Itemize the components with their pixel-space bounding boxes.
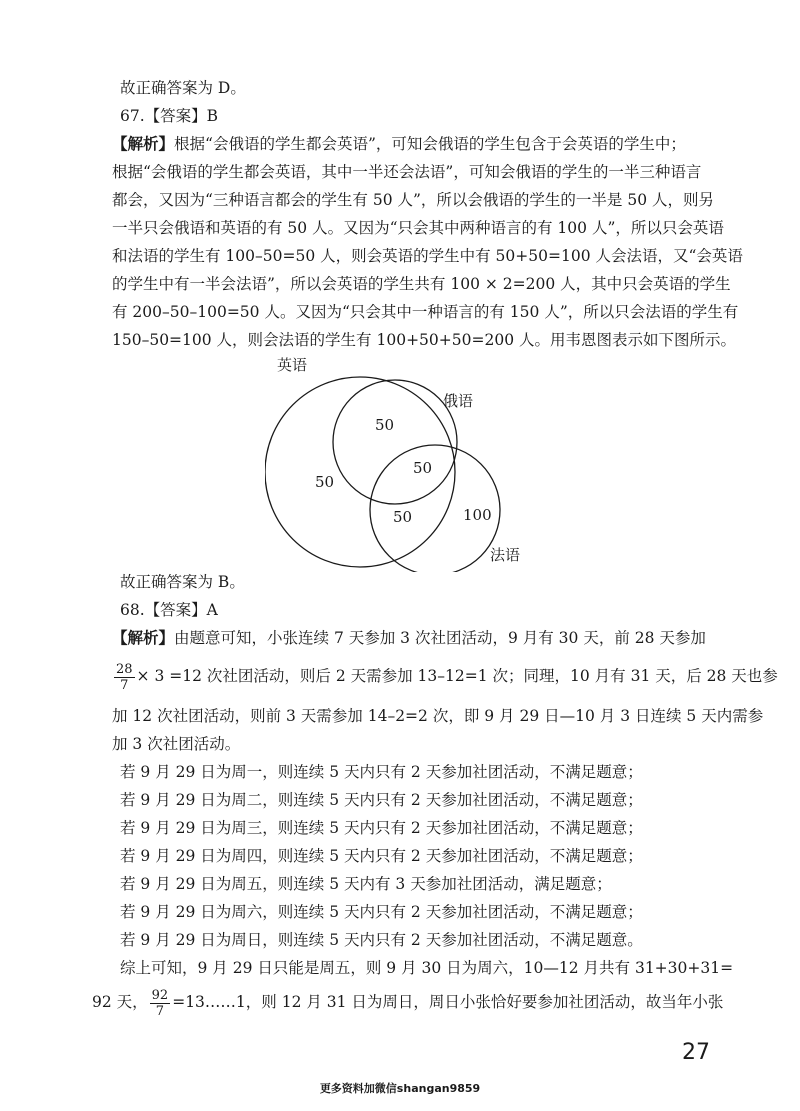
venn-value-english-only: 50 <box>315 473 335 491</box>
text-line: 有 200–50–100=50 人。又因为“只会其中一种语言的有 150 人”，所以只会法语的学生有 <box>112 303 739 321</box>
text-line: 若 9 月 29 日为周五，则连续 5 天内有 3 天参加社团活动，满足题意； <box>120 875 612 893</box>
venn-value-french-only: 100 <box>463 506 492 524</box>
text-span: 根据“会俄语的学生都会英语”，可知会俄语的学生包含于会英语的学生中； <box>174 135 686 153</box>
venn-label-english: 英语 <box>277 356 308 374</box>
text-line: 150–50=100 人，则会法语的学生有 100+50+50=200 人。用韦恩图表示如下图所示。 <box>112 331 736 349</box>
text-line: 若 9 月 29 日为周六，则连续 5 天内只有 2 天参加社团活动，不满足题意； <box>120 903 643 921</box>
venn-value-all-three: 50 <box>413 459 433 477</box>
fraction-numerator: 92 <box>151 987 169 1003</box>
text-line <box>112 134 702 154</box>
text-line: 一半只会俄语和英语的有 50 人。又因为“只会其中两种语言的有 100 人”，所以只会英语 <box>112 219 724 237</box>
venn-label-russian: 俄语 <box>443 392 474 410</box>
footer-note: 更多资料加微信shangan9859 <box>319 1082 481 1095</box>
text-line: 加 12 次社团活动，则前 3 天需参加 14–2=2 次，即 9 月 29 日—10 月 3 日连续 5 天内需参 <box>112 707 764 725</box>
text-line: 若 9 月 29 日为周三，则连续 5 天内只有 2 天参加社团活动，不满足题意； <box>120 819 643 837</box>
text-line <box>92 984 724 1020</box>
text-line <box>112 628 706 648</box>
text-line: 若 9 月 29 日为周日，则连续 5 天内只有 2 天参加社团活动，不满足题意。 <box>120 931 643 949</box>
text-line: 综上可知，9 月 29 日只能是周五，则 9 月 30 日为周六，10—12 月共有 31+30+31= <box>120 959 734 977</box>
analysis-tag: 【解析】 <box>112 134 175 153</box>
text-line: 都会，又因为“三种语言都会的学生有 50 人”，所以会俄语的学生的一半是 50 人，则另 <box>112 191 715 209</box>
text-span: 92 天， <box>92 993 148 1011</box>
text-span: =13……1，则 12 月 31 日为周日，周日小张恰好要参加社团活动，故当年小张 <box>172 993 724 1011</box>
text-span: 由题意可知，小张连续 7 天参加 3 次社团活动，9 月有 30 天，前 28 天参加 <box>174 629 706 647</box>
answer-67-label: 67.【答案】B <box>120 107 219 125</box>
fraction <box>150 988 171 1019</box>
page-number: 27 <box>682 1040 710 1065</box>
venn-value-english-french: 50 <box>393 508 413 526</box>
venn-diagram <box>265 352 545 572</box>
fraction <box>114 662 135 693</box>
text-line <box>112 658 778 694</box>
text-line: 和法语的学生有 100–50=50 人，则会英语的学生中有 50+50=100 人会法语，又“会英语 <box>112 247 743 265</box>
text-line: 故正确答案为 B。 <box>120 573 245 591</box>
text-line: 故正确答案为 D。 <box>120 79 246 97</box>
venn-value-english-russian: 50 <box>375 416 395 434</box>
text-line: 的学生中有一半会法语”，所以会英语的学生共有 100 × 2=200 人，其中只会英语的学生 <box>112 275 731 293</box>
answer-68-label: 68.【答案】A <box>120 601 218 619</box>
text-span: × 3 =12 次社团活动，则后 2 天需参加 13–12=1 次；同理，10 月有 31 天，后 28 天也参 <box>136 667 778 685</box>
venn-label-french: 法语 <box>490 546 521 564</box>
text-line: 若 9 月 29 日为周一，则连续 5 天内只有 2 天参加社团活动，不满足题意； <box>120 763 643 781</box>
fraction-denominator: 7 <box>120 677 129 693</box>
russian-circle <box>333 380 457 504</box>
analysis-tag: 【解析】 <box>112 628 175 647</box>
text-line: 加 3 次社团活动。 <box>112 735 241 753</box>
text-line: 若 9 月 29 日为周二，则连续 5 天内只有 2 天参加社团活动，不满足题意； <box>120 791 643 809</box>
text-line: 根据“会俄语的学生都会英语，其中一半还会法语”，可知会俄语的学生的一半三种语言 <box>112 163 702 181</box>
text-line: 若 9 月 29 日为周四，则连续 5 天内只有 2 天参加社团活动，不满足题意； <box>120 847 643 865</box>
fraction-numerator: 28 <box>116 661 133 677</box>
fraction-denominator: 7 <box>155 1003 165 1019</box>
